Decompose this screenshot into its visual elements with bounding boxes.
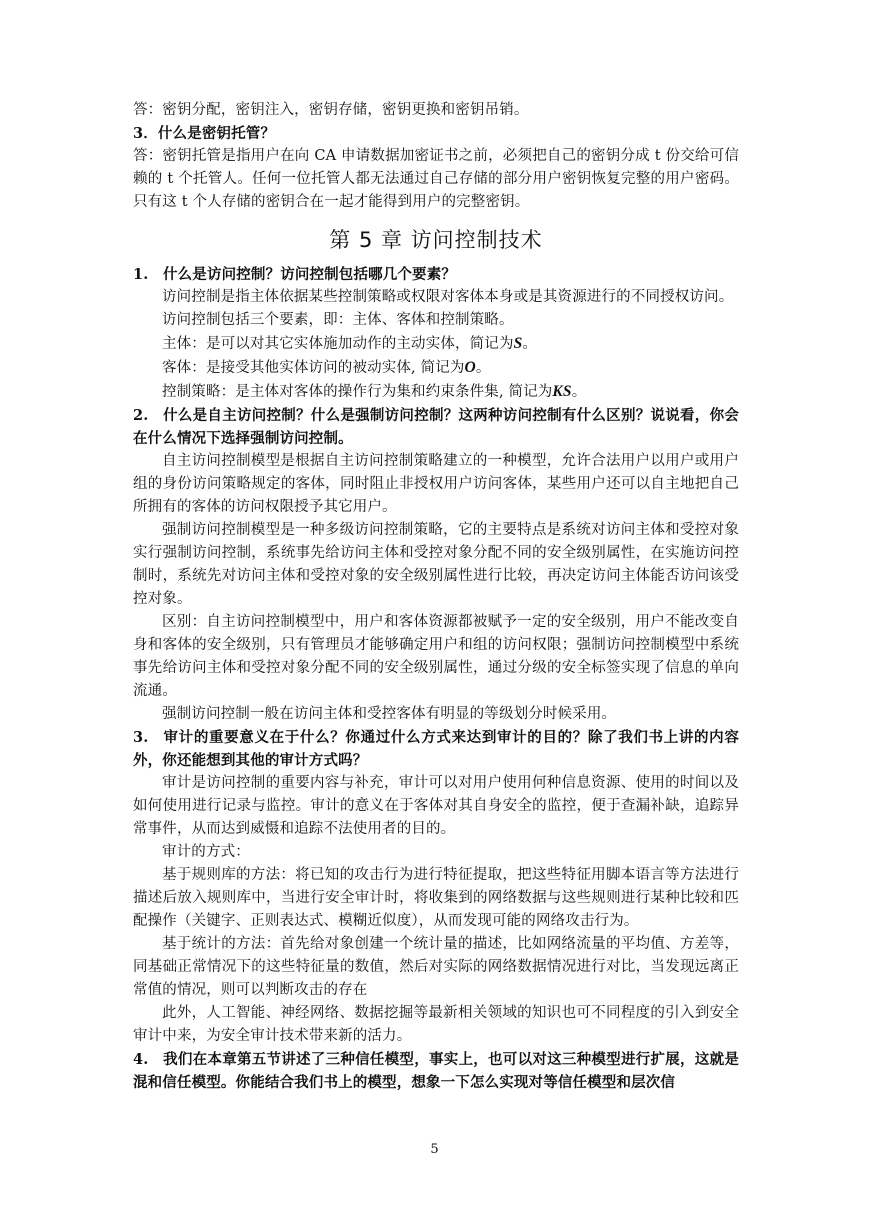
question-number: 3.	[133, 729, 149, 746]
question-text: 什么是自主访问控制？什么是强制访问控制？这两种访问控制有什么区别？说说看，你会在什么情况下选择强制访问控制。	[133, 407, 739, 447]
paragraph: 审计的方式：	[162, 844, 250, 860]
answer-previous: 答：密钥分配，密钥注入，密钥存储，密钥更换和密钥吊销。	[133, 102, 529, 118]
definition-subject: 主体：是可以对其它实体施加动作的主动实体，简记为S。	[162, 335, 538, 352]
question-4	[133, 1048, 739, 1094]
question-text: 什么是密钥托管？	[157, 125, 276, 142]
question-3	[133, 726, 739, 772]
paragraph: 区别：自主访问控制模型中，用户和客体资源都被赋予一定的安全级别，用户不能改变自身和客体的安全级别，只有管理员才能够确定用户和组的访问权限；强制访问控制模型中系统事先给访问主体和受控对象分配不同的安全级别属性，通过分级的安全标签实现了信息的单向流通。	[133, 614, 739, 699]
question-number: 4.	[133, 1051, 149, 1068]
question-text: 我们在本章第五节讲述了三种信任模型，事实上，也可以对这三种模型进行扩展，这就是混和信任模型。你能结合我们书上的模型，想象一下怎么实现对等信任模型和层次信	[133, 1051, 739, 1091]
question-2	[133, 404, 739, 450]
question-key-escrow	[133, 122, 739, 145]
question-1	[133, 263, 739, 286]
definition-object: 客体：是接受其他实体访问的被动实体, 简记为O。	[162, 359, 491, 376]
question-number: 2.	[133, 407, 149, 424]
paragraph: 访问控制包括三个要素，即：主体、客体和控制策略。	[162, 312, 514, 328]
paragraph: 基于统计的方法：首先给对象创建一个统计量的描述，比如网络流量的平均值、方差等，同基础正常情况下的这些特征量的数值，然后对实际的网络数据情况进行对比，当发现远离正常值的情况，则可以判断攻击的存在	[133, 936, 739, 998]
question-number: 1.	[133, 266, 149, 283]
definition-policy: 控制策略：是主体对客体的操作行为集和约束条件集, 简记为KS。	[162, 383, 587, 400]
symbol-s: S	[513, 335, 523, 352]
chapter-title: 第 5 章 访问控制技术	[329, 228, 543, 252]
question-text: 审计的重要意义在于什么？你通过什么方式来达到审计的目的？除了我们书上讲的内容外，你还能想到其他的审计方式吗？	[133, 729, 739, 769]
paragraph: 此外，人工智能、神经网络、数据挖掘等最新相关领域的知识也可不同程度的引入到安全审计中来，为安全审计技术带来新的活力。	[133, 1005, 739, 1044]
answer-key-escrow: 答：密钥托管是指用户在向 CA 申请数据加密证书之前，必须把自己的密钥分成 t 份交给可信赖的 t 个托管人。任何一位托管人都无法通过自己存储的部分用户密钥恢复完整的用户密码。只有这 t 个人存储的密钥合在一起才能得到用户的完整密钥。	[133, 148, 739, 210]
paragraph: 审计是访问控制的重要内容与补充，审计可以对用户使用何种信息资源、使用的时间以及如何使用进行记录与监控。审计的意义在于客体对其自身安全的监控，便于查漏补缺，追踪异常事件，从而达到威慑和追踪不法使用者的目的。	[133, 775, 739, 837]
symbol-ks: KS	[552, 383, 572, 400]
symbol-o: O	[464, 359, 476, 376]
paragraph: 强制访问控制模型是一种多级访问控制策略，它的主要特点是系统对访问主体和受控对象实行强制访问控制，系统事先给访问主体和受控对象分配不同的安全级别属性，在实施访问控制时，系统先对访问主体和受控对象的安全级别属性进行比较，再决定访问主体能否访问该受控对象。	[133, 522, 739, 607]
question-text: 什么是访问控制？访问控制包括哪几个要素？	[163, 266, 456, 283]
page-number: 5	[430, 1142, 439, 1157]
paragraph: 访问控制是指主体依据某些控制策略或权限对客体本身或是其资源进行的不同授权访问。	[162, 289, 734, 305]
question-number: 3．	[133, 125, 158, 142]
paragraph: 基于规则库的方法：将已知的攻击行为进行特征提取，把这些特征用脚本语言等方法进行描述后放入规则库中，当进行安全审计时，将收集到的网络数据与这些规则进行某种比较和匹配操作（关键字、正则表达式、模糊近似度），从而发现可能的网络攻击行为。	[133, 867, 739, 929]
paragraph: 自主访问控制模型是根据自主访问控制策略建立的一种模型，允许合法用户以用户或用户组的身份访问策略规定的客体，同时阻止非授权用户访问客体，某些用户还可以自主地把自己所拥有的客体的访问权限授予其它用户。	[133, 453, 739, 515]
text-column	[133, 99, 739, 1094]
paragraph: 强制访问控制一般在访问主体和受控客体有明显的等级划分时候采用。	[162, 706, 617, 722]
